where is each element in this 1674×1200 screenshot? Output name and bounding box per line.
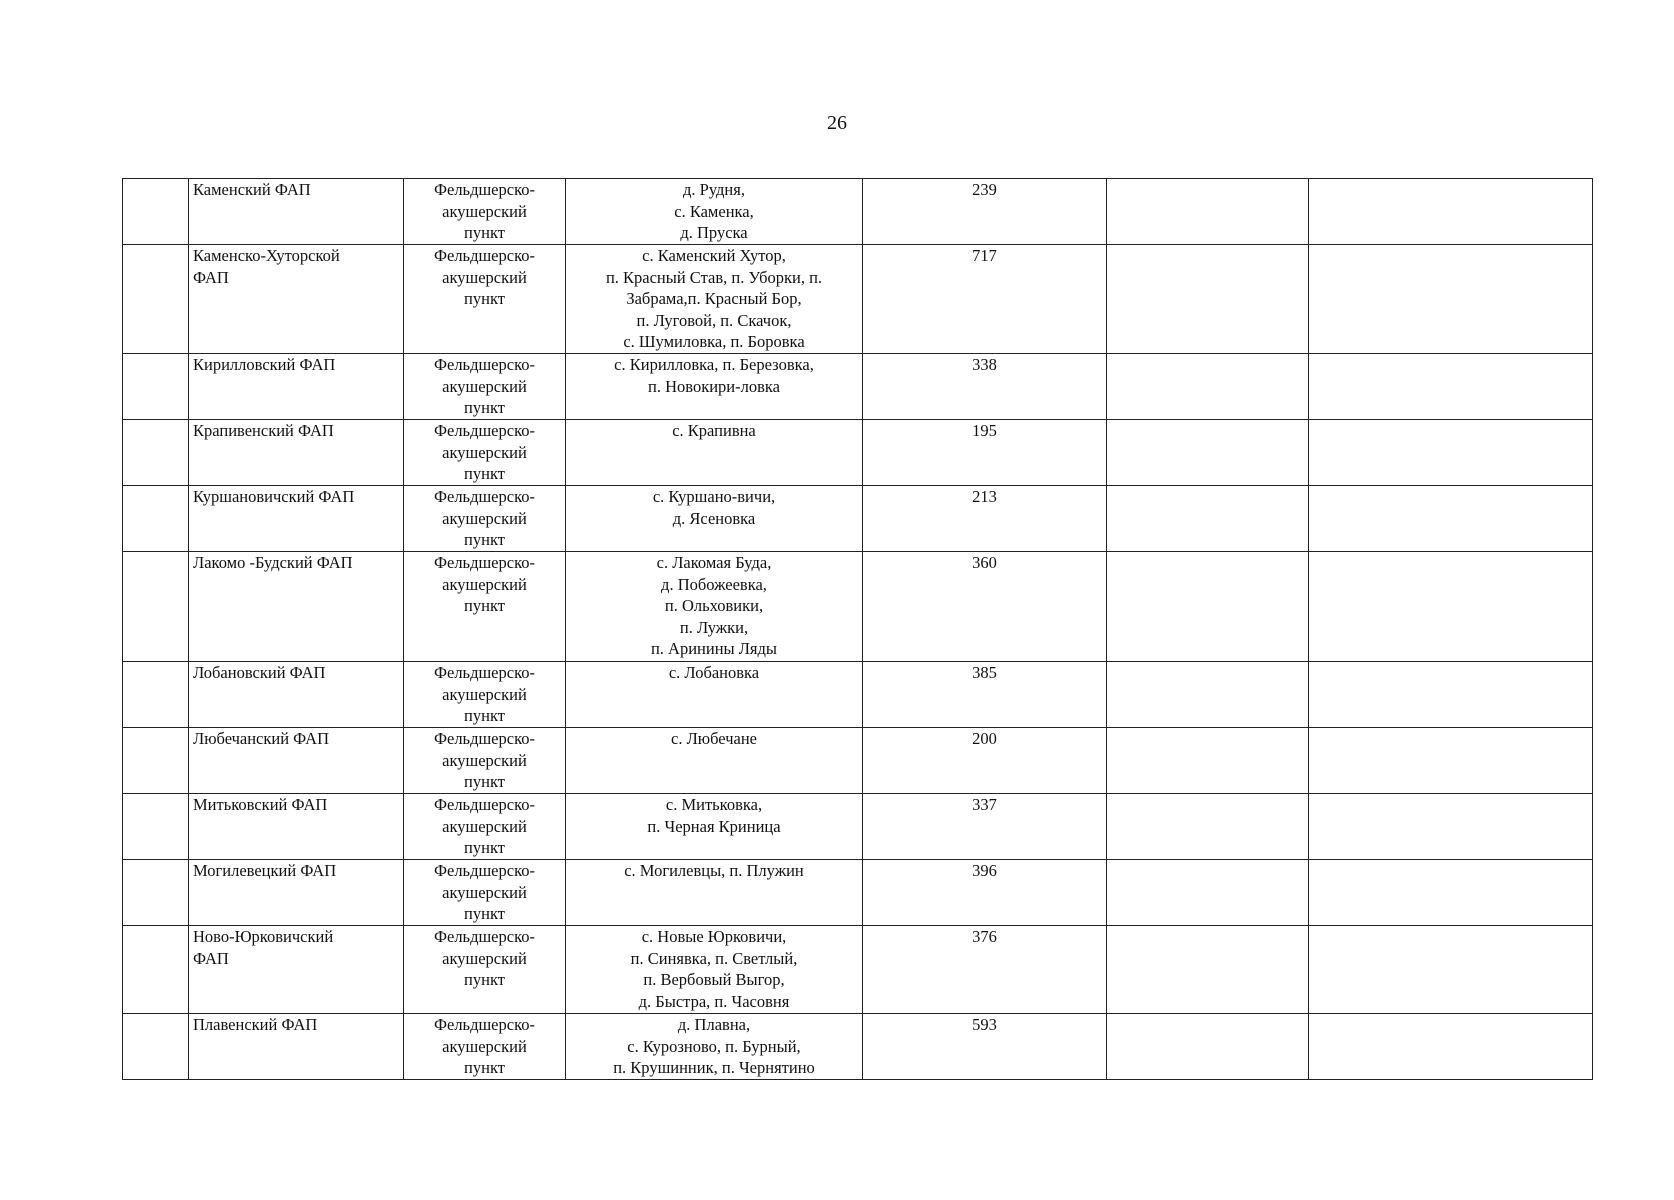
- settlements-cell: [566, 245, 863, 354]
- settlements-cell: [566, 420, 863, 486]
- facility-type-cell-line: пункт: [464, 772, 505, 791]
- facility-type-cell-line: акушерский: [442, 574, 527, 594]
- settlements-cell-line: д. Пруска: [680, 223, 748, 242]
- empty-cell: [1309, 926, 1593, 1014]
- empty-cell: [1107, 794, 1309, 860]
- table-row: [123, 860, 1593, 926]
- population-cell: 200: [863, 728, 1107, 794]
- number-cell: [123, 794, 189, 860]
- facility-name-cell-line: ФАП: [193, 948, 229, 968]
- facility-type-cell-line: пункт: [464, 1058, 505, 1077]
- facility-type-cell: [404, 552, 566, 662]
- empty-cell: [1107, 662, 1309, 728]
- facility-name-cell-line: Лакомо -Будский ФАП: [193, 553, 353, 572]
- population-cell: 195: [863, 420, 1107, 486]
- empty-cell: [1309, 354, 1593, 420]
- settlements-cell-line: д. Плавна,: [677, 1015, 751, 1034]
- settlements-cell-line: д. Ясеновка: [672, 508, 756, 528]
- facility-type-cell-line: пункт: [464, 464, 505, 483]
- settlements-cell-line: п. Аринины Ляды: [650, 639, 778, 658]
- settlements-cell-line: с. Каменка,: [674, 201, 754, 221]
- page-number: 26: [827, 112, 847, 134]
- settlements-cell-line: п. Новокири-ловка: [648, 376, 780, 396]
- population-cell: 338: [863, 354, 1107, 420]
- settlements-cell-line: с. Митьковка,: [665, 795, 763, 814]
- number-cell: [123, 552, 189, 662]
- facility-name-cell-line: Кирилловский ФАП: [193, 355, 336, 374]
- settlements-cell-line: с. Крапивна: [672, 421, 756, 440]
- number-cell: [123, 179, 189, 245]
- facility-name-cell-line: Ново-Юрковичский: [193, 927, 334, 946]
- facility-name-cell-line: Каменский ФАП: [193, 180, 311, 199]
- facility-type-cell-line: пункт: [464, 838, 505, 857]
- population-cell: 360: [863, 552, 1107, 662]
- facility-type-cell-line: Фельдшерско-: [433, 795, 536, 814]
- facility-type-cell: [404, 245, 566, 354]
- facility-type-cell-line: акушерский: [442, 508, 527, 528]
- fap-table: [122, 178, 1593, 1080]
- facility-type-cell-line: Фельдшерско-: [433, 1015, 536, 1034]
- empty-cell: [1309, 794, 1593, 860]
- settlements-cell: [566, 179, 863, 245]
- facility-type-cell-line: Фельдшерско-: [433, 355, 536, 374]
- population-cell: 376: [863, 926, 1107, 1014]
- facility-type-cell: [404, 926, 566, 1014]
- settlements-cell-line: с. Курозново, п. Бурный,: [627, 1036, 801, 1056]
- settlements-cell-line: с. Могилевцы, п. Плужин: [624, 861, 804, 880]
- facility-type-cell-line: акушерский: [442, 376, 527, 396]
- facility-name-cell-line: Могилевецкий ФАП: [193, 861, 337, 880]
- facility-type-cell: [404, 794, 566, 860]
- table-row: [123, 354, 1593, 420]
- table-row: [123, 179, 1593, 245]
- facility-name-cell: [189, 860, 404, 926]
- settlements-cell-line: п. Вербовый Выгор,: [643, 970, 785, 989]
- facility-type-cell-line: пункт: [464, 904, 505, 923]
- empty-cell: [1309, 1014, 1593, 1080]
- settlements-cell-line: д. Рудня,: [683, 180, 745, 199]
- facility-type-cell-line: акушерский: [442, 882, 527, 902]
- table-row: [123, 245, 1593, 354]
- settlements-cell-line: с. Куршано-вичи,: [652, 487, 776, 506]
- facility-type-cell-line: Фельдшерско-: [433, 663, 536, 682]
- settlements-cell-line: п. Черная Криница: [647, 816, 781, 836]
- facility-name-cell: [189, 728, 404, 794]
- settlements-cell-line: с. Кирилловка, п. Березовка,: [614, 355, 814, 374]
- facility-name-cell-line: Крапивенский ФАП: [193, 421, 334, 440]
- empty-cell: [1107, 486, 1309, 552]
- number-cell: [123, 926, 189, 1014]
- facility-type-cell-line: акушерский: [442, 684, 527, 704]
- empty-cell: [1107, 245, 1309, 354]
- facility-name-cell: [189, 662, 404, 728]
- table-row: [123, 486, 1593, 552]
- facility-name-cell: [189, 926, 404, 1014]
- settlements-cell: [566, 728, 863, 794]
- number-cell: [123, 420, 189, 486]
- facility-type-cell: [404, 420, 566, 486]
- settlements-cell: [566, 860, 863, 926]
- facility-name-cell: [189, 486, 404, 552]
- population-cell: 396: [863, 860, 1107, 926]
- facility-name-cell-line: ФАП: [193, 267, 229, 287]
- facility-type-cell-line: пункт: [464, 970, 505, 989]
- facility-name-cell-line: Плавенский ФАП: [193, 1015, 318, 1034]
- empty-cell: [1107, 860, 1309, 926]
- number-cell: [123, 662, 189, 728]
- population-cell: 337: [863, 794, 1107, 860]
- facility-type-cell: [404, 662, 566, 728]
- settlements-cell-line: Забрама,п. Красный Бор,: [626, 289, 802, 308]
- facility-type-cell-line: Фельдшерско-: [433, 729, 536, 748]
- facility-type-cell-line: Фельдшерско-: [433, 180, 536, 199]
- table-row: [123, 552, 1593, 662]
- facility-name-cell: [189, 420, 404, 486]
- facility-type-cell: [404, 1014, 566, 1080]
- empty-cell: [1309, 179, 1593, 245]
- empty-cell: [1107, 552, 1309, 662]
- settlements-cell-line: с. Любечане: [671, 729, 757, 748]
- population-cell: 385: [863, 662, 1107, 728]
- facility-type-cell-line: акушерский: [442, 750, 527, 770]
- settlements-cell: [566, 926, 863, 1014]
- facility-type-cell: [404, 860, 566, 926]
- empty-cell: [1309, 486, 1593, 552]
- facility-type-cell-line: акушерский: [442, 948, 527, 968]
- settlements-cell-line: с. Новые Юрковичи,: [641, 927, 787, 946]
- settlements-cell-line: п. Красный Став, п. Уборки, п.: [605, 267, 823, 287]
- empty-cell: [1309, 860, 1593, 926]
- number-cell: [123, 354, 189, 420]
- settlements-cell-line: д. Побожеевка,: [661, 574, 767, 594]
- empty-cell: [1309, 728, 1593, 794]
- facility-type-cell-line: пункт: [464, 530, 505, 549]
- facility-name-cell-line: Лобановский ФАП: [193, 663, 326, 682]
- facility-type-cell: [404, 354, 566, 420]
- settlements-cell-line: д. Быстра, п. Часовня: [638, 991, 790, 1011]
- table-row: [123, 728, 1593, 794]
- facility-type-cell-line: пункт: [464, 706, 505, 725]
- settlements-cell-line: с. Лобановка: [668, 663, 760, 682]
- facility-type-cell-line: акушерский: [442, 267, 527, 287]
- facility-type-cell-line: Фельдшерско-: [433, 861, 536, 880]
- facility-type-cell-line: акушерский: [442, 816, 527, 836]
- facility-type-cell-line: Фельдшерско-: [433, 927, 536, 946]
- population-cell: 239: [863, 179, 1107, 245]
- facility-type-cell-line: Фельдшерско-: [433, 246, 536, 265]
- settlements-cell: [566, 354, 863, 420]
- empty-cell: [1309, 552, 1593, 662]
- empty-cell: [1107, 1014, 1309, 1080]
- fap-table-body: [123, 179, 1593, 1080]
- facility-type-cell-line: акушерский: [442, 201, 527, 221]
- settlements-cell: [566, 794, 863, 860]
- empty-cell: [1107, 926, 1309, 1014]
- settlements-cell-line: п. Луговой, п. Скачок,: [636, 310, 792, 330]
- facility-type-cell: [404, 728, 566, 794]
- facility-name-cell: [189, 354, 404, 420]
- settlements-cell: [566, 552, 863, 662]
- facility-type-cell-line: пункт: [464, 223, 505, 242]
- number-cell: [123, 245, 189, 354]
- facility-name-cell: [189, 1014, 404, 1080]
- facility-name-cell: [189, 794, 404, 860]
- empty-cell: [1107, 728, 1309, 794]
- facility-name-cell-line: Митьковский ФАП: [193, 795, 328, 814]
- facility-name-cell-line: Куршановичский ФАП: [193, 487, 355, 506]
- facility-name-cell-line: Каменско-Хуторской: [193, 246, 340, 265]
- settlements-cell: [566, 486, 863, 552]
- empty-cell: [1309, 420, 1593, 486]
- facility-name-cell-line: Любечанский ФАП: [193, 729, 330, 748]
- number-cell: [123, 486, 189, 552]
- table-row: [123, 1014, 1593, 1080]
- facility-type-cell-line: акушерский: [442, 1036, 527, 1056]
- facility-type-cell-line: Фельдшерско-: [433, 421, 536, 440]
- facility-type-cell-line: пункт: [464, 596, 505, 615]
- facility-name-cell: [189, 245, 404, 354]
- facility-type-cell-line: пункт: [464, 289, 505, 308]
- population-cell: 213: [863, 486, 1107, 552]
- empty-cell: [1107, 179, 1309, 245]
- settlements-cell-line: п. Крушинник, п. Чернятино: [613, 1058, 815, 1077]
- settlements-cell: [566, 662, 863, 728]
- table-row: [123, 926, 1593, 1014]
- table-row: [123, 420, 1593, 486]
- settlements-cell: [566, 1014, 863, 1080]
- empty-cell: [1107, 420, 1309, 486]
- facility-name-cell: [189, 179, 404, 245]
- empty-cell: [1309, 662, 1593, 728]
- settlements-cell-line: с. Лакомая Буда,: [656, 553, 772, 572]
- population-cell: 593: [863, 1014, 1107, 1080]
- facility-type-cell-line: Фельдшерско-: [433, 487, 536, 506]
- population-cell: 717: [863, 245, 1107, 354]
- facility-name-cell: [189, 552, 404, 662]
- number-cell: [123, 1014, 189, 1080]
- settlements-cell-line: п. Синявка, п. Светлый,: [630, 948, 798, 968]
- settlements-cell-line: п. Лужки,: [679, 617, 749, 637]
- facility-type-cell-line: пункт: [464, 398, 505, 417]
- table-row: [123, 662, 1593, 728]
- settlements-cell-line: с. Каменский Хутор,: [642, 246, 786, 265]
- empty-cell: [1309, 245, 1593, 354]
- facility-type-cell-line: акушерский: [442, 442, 527, 462]
- facility-type-cell: [404, 486, 566, 552]
- settlements-cell-line: п. Ольховики,: [664, 596, 764, 615]
- number-cell: [123, 860, 189, 926]
- facility-type-cell-line: Фельдшерско-: [433, 553, 536, 572]
- empty-cell: [1107, 354, 1309, 420]
- table-row: [123, 794, 1593, 860]
- number-cell: [123, 728, 189, 794]
- settlements-cell-line: с. Шумиловка, п. Боровка: [623, 332, 805, 351]
- facility-type-cell: [404, 179, 566, 245]
